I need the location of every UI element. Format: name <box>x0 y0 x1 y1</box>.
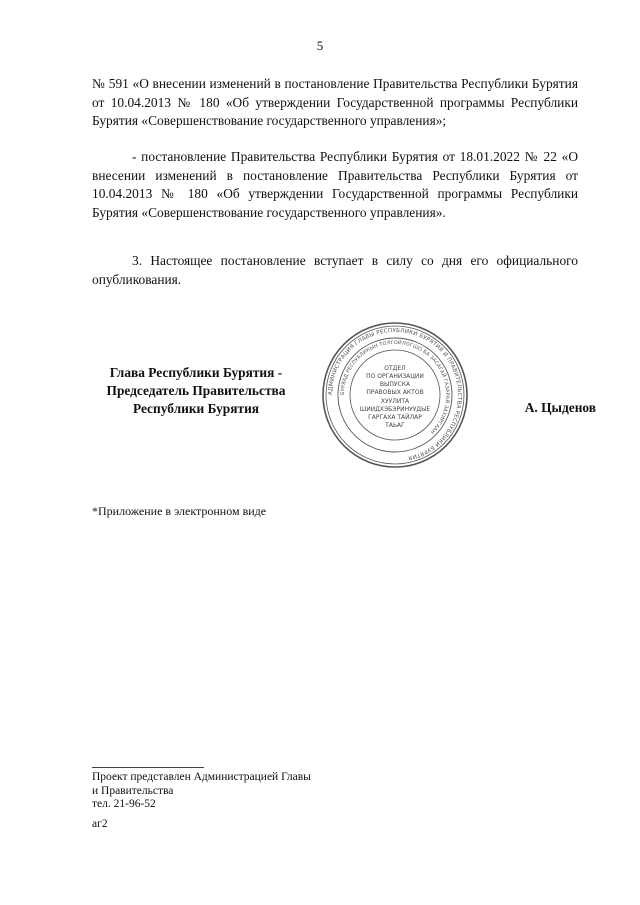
seal-icon <box>320 320 470 470</box>
signer-title-line3: Республики Бурятия <box>132 401 260 416</box>
official-seal-stamp <box>320 320 470 470</box>
seal-center-line2: ПО ОРГАНИЗАЦИИ <box>366 373 424 380</box>
paragraph-1 <box>92 75 578 131</box>
seal-center-line3: ВЫПУСКА <box>379 381 411 388</box>
paragraph-1-text: № 591 «О внесении изменений в постановление Правительства Республики Бурятия от 10.04.2013 № 180 «Об утверждении Государственной программы Республики Бурятия «Совершенствование государственного управления»; <box>92 76 578 128</box>
page-number: 5 <box>316 38 324 53</box>
seal-inner-ring-text: БУРЯАД РЕСПУБЛИКЫН ТОЛГОЙЛОГШО БА ЗАСАГАЙ ГАЗАРАЙ ЗАХИРГААН <box>339 339 451 435</box>
footnote-line2: и Правительства <box>92 784 174 797</box>
footnote-line1: Проект представлен Администрацией Главы <box>92 771 311 783</box>
paragraph-3 <box>92 252 578 289</box>
seal-center-line8: ТАЬАГ <box>385 422 405 429</box>
appendix-note: *Приложение в электронном виде <box>92 504 267 518</box>
signer-title-line1: Глава Республики Бурятия - <box>109 365 283 380</box>
footnote-divider <box>92 767 204 768</box>
signer-title-line2: Председатель Правительства <box>106 383 286 398</box>
paragraph-2-text: - постановление Правительства Республики Бурятия от 18.01.2022 № 22 «О внесении изменений в постановление Правительства Республики Бурятия от 10.04.2013 № 180 «Об утверждении Государственной программы Республики Бурятия «Совершенствование государственного управления». <box>92 149 578 220</box>
signer-title <box>78 364 314 418</box>
seal-center-line4: ПРАВОВЫХ АКТОВ <box>366 389 424 396</box>
seal-center-line5: ХУУЛИТА <box>380 398 410 405</box>
footnote <box>92 771 311 812</box>
seal-center-line7: ГАРГАХА ТАЙЛАР <box>368 414 422 421</box>
paragraph-3-text: 3. Настоящее постановление вступает в силу со дня его официального опубликования. <box>92 253 578 287</box>
seal-outer-ring-text: АДМИНИСТРАЦИЯ ГЛАВЫ РЕСПУБЛИКИ БУРЯТИЯ И ПРАВИТЕЛЬСТВА РЕСПУБЛИКИ БУРЯТИЯ <box>327 327 463 461</box>
signer-name: А. Цыденов <box>524 400 596 415</box>
seal-center-line6: ШИИДХЭБЭРИНУУДЫЕ <box>359 406 431 413</box>
paragraph-2 <box>92 148 578 222</box>
document-code: аг2 <box>92 818 108 830</box>
footnote-phone: тел. 21-96-52 <box>92 798 156 810</box>
seal-center-line1: ОТДЕЛ <box>384 365 406 372</box>
